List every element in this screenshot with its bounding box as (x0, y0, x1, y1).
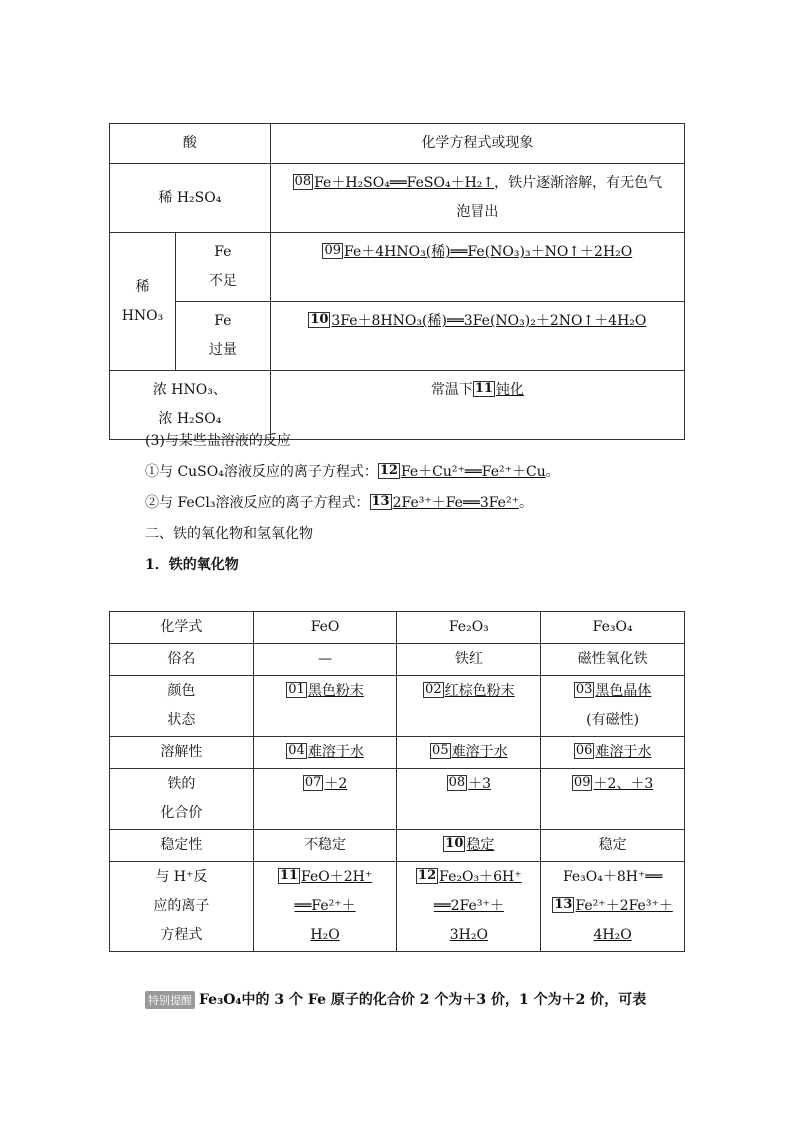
equation-note: 常温下 (430, 382, 473, 398)
answer-text: ＋3 (468, 776, 492, 792)
answer-number: 10 (445, 836, 464, 851)
equation-cell (270, 371, 684, 440)
answer-text: Fe²⁺＋2Fe³⁺＋ (575, 898, 673, 914)
table-row (110, 302, 685, 371)
answer-text: ══2Fe³⁺＋ (433, 898, 504, 914)
answer-text: 难溶于水 (307, 744, 364, 760)
acid-label-line: 浓 H₂SO₄ (158, 411, 222, 427)
table-cell (397, 862, 541, 952)
table-cell (253, 737, 397, 769)
table-cell: 磁性氧化铁 (541, 644, 685, 676)
table-cell: 不稳定 (253, 830, 397, 862)
paragraph-text: ②与 FeCl₃溶液反应的离子方程式： (145, 495, 370, 511)
iron-acid-reaction-table (109, 123, 685, 440)
cell-text: Fe₃O₄＋8H⁺══ (562, 869, 663, 885)
row-label-line: 状态 (167, 712, 196, 728)
answer-number: 09 (573, 775, 591, 790)
row-label-line: 方程式 (160, 927, 203, 943)
answer-text: 难溶于水 (595, 744, 652, 760)
answer-text: Fe＋4HNO₃(稀)══Fe(NO₃)₃＋NO↑＋2H₂O (344, 244, 633, 260)
answer-number: 13 (371, 494, 390, 509)
answer-number: 04 (288, 743, 305, 758)
section-subheading: (3)与某些盐溶液的反应 (145, 433, 291, 449)
equation-cell (270, 233, 684, 302)
answer-number: 12 (379, 463, 398, 478)
answer-text: 黑色粉末 (307, 683, 364, 699)
row-label-line: 与 H⁺反 (155, 869, 208, 885)
section-heading: 二、铁的氧化物和氢氧化物 (145, 526, 313, 542)
table-row (110, 862, 685, 952)
answer-text: 难溶于水 (451, 744, 508, 760)
table-cell (541, 862, 685, 952)
answer-text: ＋2、＋3 (593, 776, 654, 792)
table-cell (541, 676, 685, 737)
answer-number: 01 (288, 682, 305, 697)
table-cell (541, 737, 685, 769)
condition-line: Fe (214, 313, 232, 329)
answer-text: Fe₂O₃＋6H⁺ (439, 869, 522, 885)
answer-text: H₂O (310, 927, 340, 943)
answer-number: 02 (425, 682, 442, 697)
table-cell (541, 769, 685, 830)
table-cell: — (253, 644, 397, 676)
paragraph-text: 。 (518, 495, 533, 511)
answer-number: 13 (554, 897, 573, 912)
answer-number: 03 (575, 682, 593, 697)
table-row (110, 644, 685, 676)
equation-cell (270, 164, 684, 233)
answer-number: 05 (432, 743, 449, 758)
answer-number: 12 (418, 868, 437, 883)
answer-text: 3Fe＋8HNO₃(稀)══3Fe(NO₃)₂＋2NO↑＋4H₂O (331, 313, 647, 329)
row-label-line: 颜色 (167, 683, 196, 699)
acid-label-line: 稀 (135, 278, 150, 295)
table-cell: 稳定 (541, 830, 685, 862)
tip-badge: 特别提醒 (145, 991, 195, 1009)
table-row (110, 612, 685, 644)
table-header-cell: 酸 (110, 124, 271, 164)
condition-line: Fe (214, 244, 232, 260)
row-label (110, 676, 254, 737)
table-header-cell: Fe₂O₃ (397, 612, 541, 644)
table-cell (253, 676, 397, 737)
table-cell (397, 676, 541, 737)
answer-number: 09 (324, 243, 341, 258)
answer-text: FeO＋2H⁺ (301, 869, 373, 885)
iron-oxide-table (109, 611, 685, 952)
equation-note: 泡冒出 (456, 204, 499, 220)
row-label-line: 铁的 (167, 776, 196, 792)
table-row (110, 676, 685, 737)
row-label (110, 769, 254, 830)
cell-note: (有磁性) (586, 712, 640, 728)
acid-label-line: 浓 HNO₃、 (152, 382, 227, 398)
answer-text: ＋2 (324, 776, 348, 792)
answer-number: 10 (310, 312, 329, 327)
acid-label: 稀 H₂SO₄ (110, 164, 271, 233)
table-row (110, 830, 685, 862)
section-heading: 1．铁的氧化物 (145, 557, 239, 573)
answer-text: 稳定 (466, 837, 495, 853)
table-cell: 铁红 (397, 644, 541, 676)
answer-text: 2Fe³⁺＋Fe══3Fe²⁺ (392, 495, 519, 511)
tip-text: Fe₃O₄中的 3 个 Fe 原子的化合价 2 个为＋3 价，1 个为＋2 价，可表 (199, 992, 647, 1008)
row-label (110, 862, 254, 952)
table-header-cell: 化学式 (110, 612, 254, 644)
answer-text: 黑色晶体 (595, 683, 652, 699)
condition-line: 过量 (208, 342, 237, 358)
paragraph-text: 。 (545, 464, 560, 480)
paragraph-line (145, 461, 560, 481)
special-tip (145, 989, 646, 1009)
paragraph-text: ①与 CuSO₄溶液反应的离子方程式： (145, 464, 378, 480)
acid-label-line: HNO₃ (121, 307, 164, 324)
equation-cell (270, 302, 684, 371)
table-cell (397, 769, 541, 830)
answer-text: Fe＋Cu²⁺══Fe²⁺＋Cu (400, 464, 546, 480)
table-cell (253, 769, 397, 830)
answer-text: 红棕色粉末 (444, 683, 515, 699)
table-row (110, 233, 685, 302)
row-label-line: 化合价 (160, 805, 203, 821)
answer-text: 3H₂O (449, 927, 488, 943)
condition-cell (175, 233, 270, 302)
answer-number: 08 (294, 174, 312, 189)
answer-text: 4H₂O (593, 927, 632, 943)
row-label: 溶解性 (110, 737, 254, 769)
acid-label (110, 233, 176, 371)
table-cell (397, 830, 541, 862)
answer-number: 08 (448, 775, 466, 790)
answer-text: 钝化 (495, 382, 524, 398)
answer-number: 11 (474, 381, 493, 396)
answer-text: Fe＋H₂SO₄══FeSO₄＋H₂↑ (314, 175, 495, 191)
table-row (110, 124, 685, 164)
table-cell (397, 737, 541, 769)
row-label: 俗名 (110, 644, 254, 676)
table-header-cell: 化学方程式或现象 (270, 124, 684, 164)
row-label-line: 应的离子 (153, 898, 210, 914)
table-row (110, 737, 685, 769)
answer-number: 07 (304, 775, 322, 790)
table-row (110, 164, 685, 233)
row-label: 稳定性 (110, 830, 254, 862)
answer-number: 11 (279, 868, 298, 883)
condition-line: 不足 (208, 273, 237, 289)
table-header-cell: Fe₃O₄ (541, 612, 685, 644)
table-header-cell: FeO (253, 612, 397, 644)
table-row (110, 769, 685, 830)
paragraph-line (145, 492, 533, 512)
equation-note: ，铁片逐渐溶解，有无色气 (494, 175, 663, 191)
table-cell (253, 862, 397, 952)
condition-cell (175, 302, 270, 371)
answer-text: ══Fe²⁺＋ (294, 898, 356, 914)
answer-number: 06 (575, 743, 593, 758)
